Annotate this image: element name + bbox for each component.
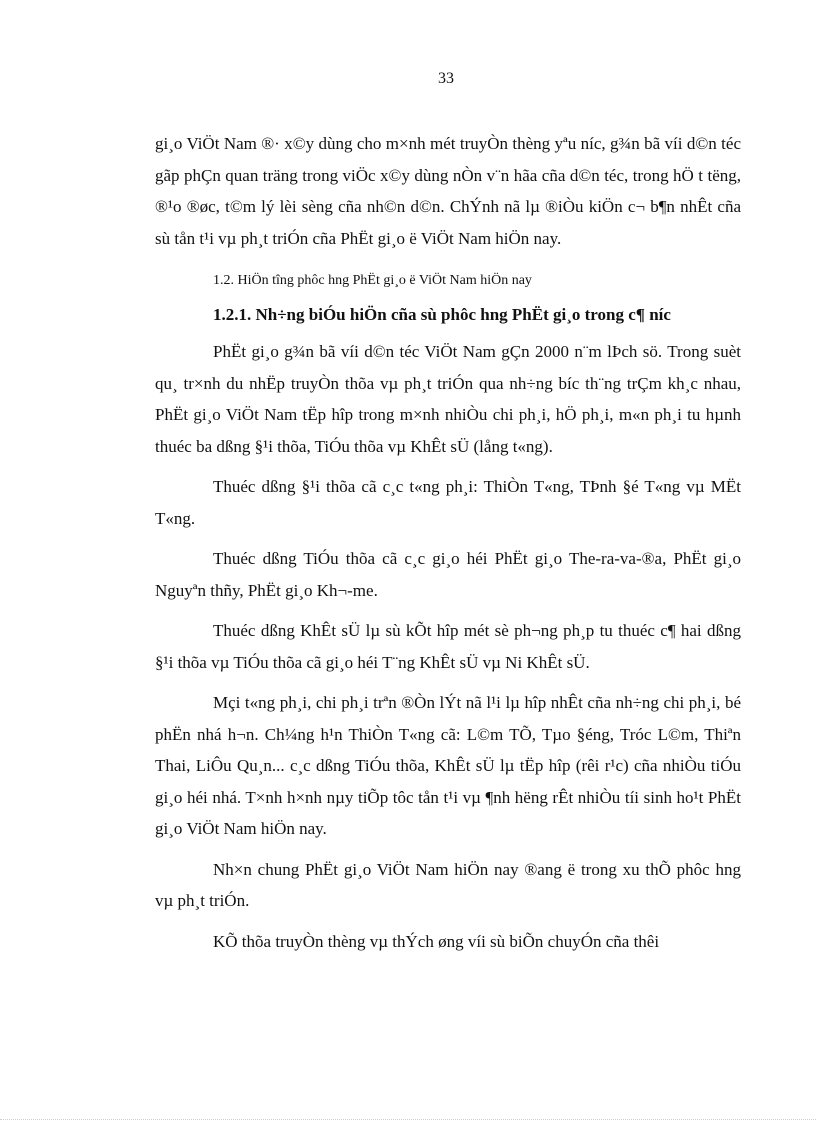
subsection-heading: 1.2.1. Nh÷ng biÓu hiÖn cña sù phôc hng PhËt gi¸o trong c¶ níc <box>213 305 671 324</box>
body-paragraph: KÕ thõa truyÒn thèng vµ thÝch øng víi sù biÕn chuyÓn cña thêi <box>213 931 660 951</box>
page-number: 33 <box>438 70 454 87</box>
paragraph-continued: gi¸o ViÖt Nam ®· x©y dùng cho m×nh mét truyÒn thèng yªu níc, g¾n bã víi d©n téc gãp phÇn quan träng trong viÖc x©y dùng nÒn v¨n hãa cña d©n téc, trong hÖ t tëng, ®¹o ®øc, t©m lý lèi sèng cña nh©n d©n. ChÝnh nã lµ ®iÒu kiÖn c¬ b¶n nhÊt cña sù tån t¹i vµ ph¸t triÓn cña PhËt gi¸o ë ViÖt Nam hiÖn nay. <box>155 134 741 248</box>
body-paragraph: PhËt gi¸o g¾n bã víi d©n téc ViÖt Nam gÇn 2000 n¨m lÞch sö. Trong suèt qu¸ tr×nh du nhËp truyÒn thõa vµ ph¸t triÓn qua nh÷ng bíc th¨ng trÇm kh¸c nhau, PhËt gi¸o ViÖt Nam tËp hîp trong m×nh nhiÒu chi ph¸i, hÖ ph¸i, m«n ph¸i tu hµnh thuéc ba dßng §¹i thõa, TiÓu thõa vµ KhÊt sÜ (lång t«ng). <box>155 342 741 456</box>
body-paragraph: Thuéc dßng §¹i thõa cã c¸c t«ng ph¸i: ThiÒn T«ng, TÞnh §é T«ng vµ MËt T«ng. <box>155 477 741 528</box>
body-paragraph: Nh×n chung PhËt gi¸o ViÖt Nam hiÖn nay ®ang ë trong xu thÕ phôc hng vµ ph¸t triÓn. <box>155 859 741 910</box>
page-bottom-border <box>0 1119 816 1120</box>
section-heading: 1.2. HiÖn tîng phôc hng PhËt gi¸o ë ViÖt Nam hiÖn nay <box>213 273 532 288</box>
body-paragraph: Thuéc dßng TiÓu thõa cã c¸c gi¸o héi PhËt gi¸o The-ra-va-®a, PhËt gi¸o Nguyªn thñy, PhËt gi¸o Kh¬-me. <box>155 549 741 600</box>
body-paragraph: Mçi t«ng ph¸i, chi ph¸i trªn ®Òn lÝt nã l¹i lµ hîp nhÊt cña nh÷ng chi ph¸i, bé phËn nhá h¬n. Ch¼ng h¹n ThiÒn T«ng cã: L©m TÕ, Tµo §éng, Tróc L©m, Thiªn Thai, LiÔu Qu¸n... c¸c dßng TiÓu thõa, KhÊt sÜ lµ tËp hîp (rêi r¹c) cña nhiÒu tiÓu gi¸o héi nhá. T×nh h×nh nµy tiÕp tôc tån t¹i vµ ¶nh hëng rÊt nhiÒu tíi sinh ho¹t PhËt gi¸o ViÖt Nam hiÖn nay. <box>155 693 741 838</box>
body-paragraph: Thuéc dßng KhÊt sÜ lµ sù kÕt hîp mét sè ph¬ng ph¸p tu thuéc c¶ hai dßng §¹i thõa vµ TiÓu thõa cã gi¸o héi T¨ng KhÊt sÜ vµ Ni KhÊt sÜ. <box>155 621 741 672</box>
page-content <box>155 128 741 966</box>
